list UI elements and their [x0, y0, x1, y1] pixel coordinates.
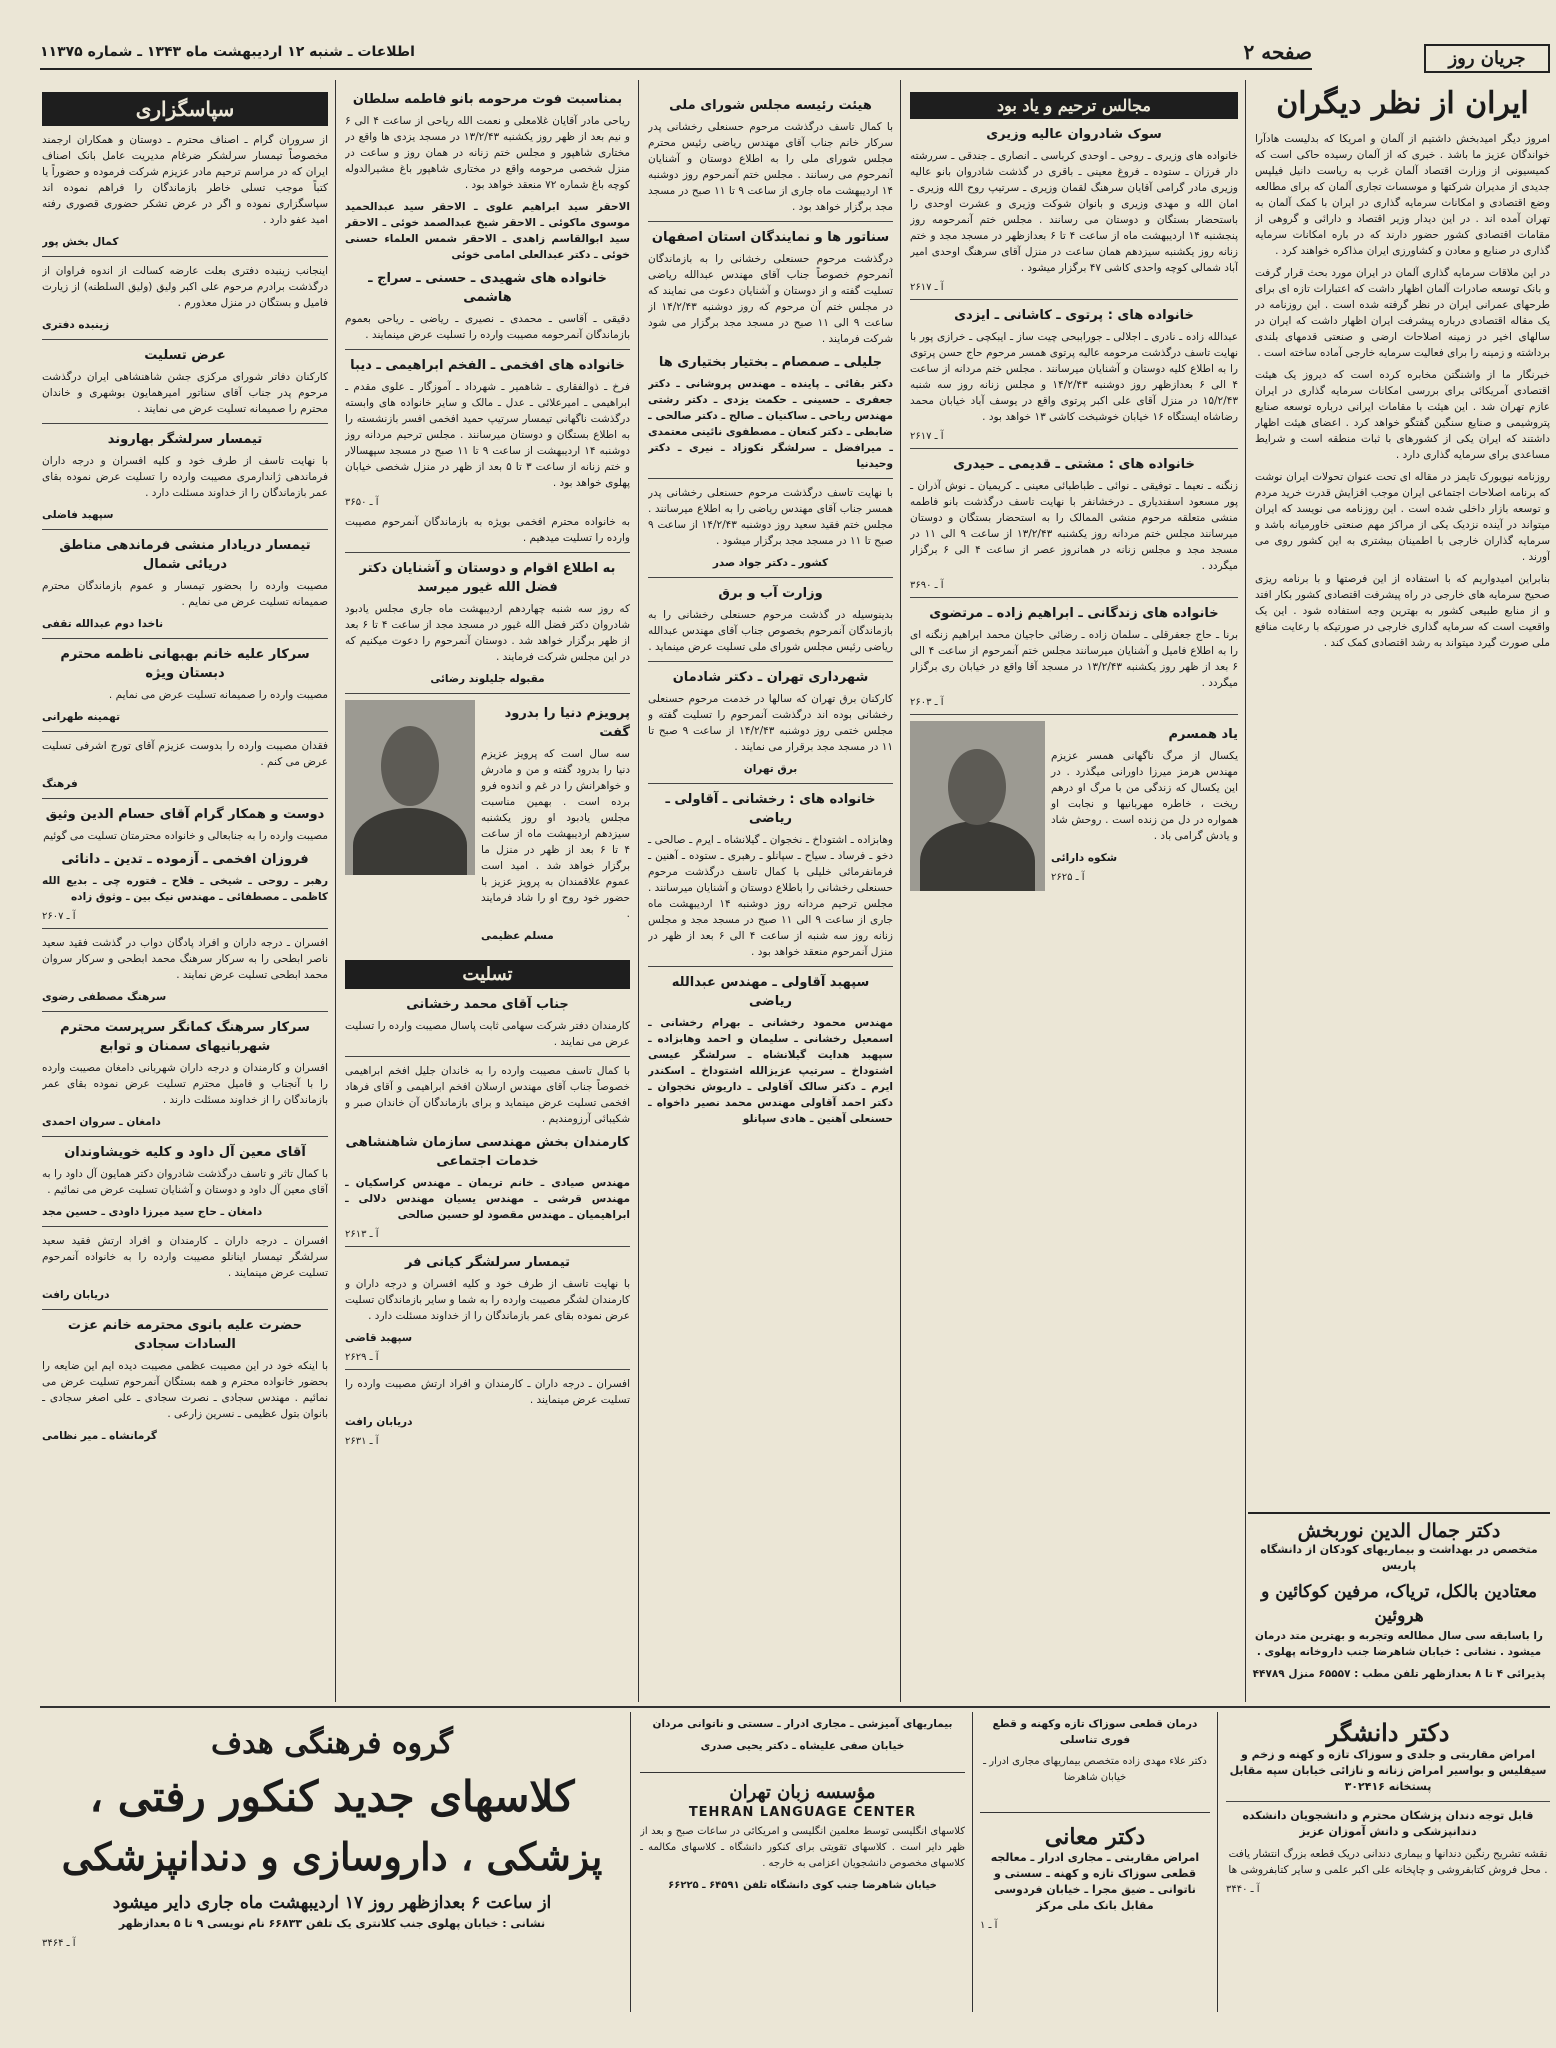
separator	[42, 423, 328, 424]
notice-ref: آ ـ ۲۶۰۳	[910, 697, 944, 708]
thanks-banner: سپاسگزاری	[42, 92, 328, 126]
notice-title: به اطلاع اقوام و دوستان و آشنایان دکتر فضل الله غیور میرسد	[359, 561, 616, 595]
notice-signature: کمال بخش پور	[42, 236, 119, 248]
editorial-paragraph: بنابراین امیدواریم که با استفاده از این فرصتها و با برنامه ریزی صحیح سرمایه های خارجی در راه پیشرفت اقتصادی کشور بکار افتد و از منابع طبیعی کشور به بهترین وجه استفاده شود . این یک واقعیت است که سرمایه گذاری خارجی در صورتیکه با رعایت منافع ملی صورت گیرد میتواند به رشد اقتصادی کمک کند .	[1255, 573, 1550, 649]
separator	[910, 448, 1238, 449]
editorial-headline: ایران از نظر دیگران	[1276, 86, 1529, 121]
separator	[910, 597, 1238, 598]
separator	[910, 299, 1238, 300]
notice-body: رهبر ـ روحی ـ شیخی ـ فلاح ـ فتوره چی ـ بدیع الله کاظمی ـ مصطفائی ـ مهندس نیک بین ـ وثوق زاده	[42, 875, 328, 903]
editorial-paragraph: در این ملاقات سرمایه گذاری آلمان در ایران مورد بحث قرار گرفت و بانک توسعه صادرات آلمان اظهار داشت که اعتبارات تازه ای برای طرحهای عمرانی ایران در نظر گرفته شده است . این روزنامه در یک مقاله اقتصادی درباره پیشرفت ایران اظهار داشت که ایران در سالهای اخیر در زمینه اصلاحات ارضی و صنعتی قدمهای بلندی برداشته و زمینه را برای فعالیت سرمایه خارجی آماده ساخته است .	[1255, 267, 1550, 359]
notice-body: دکتر بقائی ـ پاینده ـ مهندس پروشانی ـ دکتر جعفری ـ حسینی ـ حکمت یزدی ـ دکتر رشتی مهندس ریاحی ـ ساکنیان ـ صالح ـ دکتر صالحی ـ ضابطی ـ دکتر کنعان ـ مصطفوی نائینی معتمدی ـ میرافضل ـ سرلشگر نکوزاد ـ نیری ـ دکتر وحیدنیا	[648, 378, 893, 470]
notice-signature: تهمینه طهرانی	[42, 711, 121, 723]
notice-body: درگذشت مرحوم حسنعلی رخشانی را به بازماندگان آنمرحوم خصوصاً جناب آقای مهندس عبدالله ریاضی تسلیت گفته و از دوستان و آشنایان دعوت می نمایند که در مجلس ختم آن مرحوم که روز دوشنبه ۱۴/۲/۴۳ از ساعت ۹ الی ۱۱ صبح در مسجد مجد برگزار می شود شرکت فرمایند .	[648, 253, 893, 345]
separator	[42, 638, 328, 639]
separator	[648, 478, 893, 479]
photo-figure	[948, 749, 1006, 825]
notice-body: مصیبت وارده را صمیمانه تسلیت عرض می نمایم .	[108, 689, 328, 701]
notice-signature: کشور ـ دکتر جواد صدر	[712, 557, 829, 569]
notice-signature: زینبده دفتری	[42, 319, 110, 331]
ad-doctor-hours: پذیرائی ۴ تا ۸ بعدازظهر تلفن مطب : ۶۵۵۵۷ منزل ۴۴۷۸۹	[1252, 1668, 1546, 1680]
ad-doctor-name: دکتر جمال الدین نوربخش	[1297, 1520, 1501, 1542]
notice-ref: آ ـ ۲۶۲۵	[1051, 872, 1085, 883]
ad-sadri	[640, 1712, 965, 1773]
notice-body: با کمال تاسف درگذشت مرحوم حسنعلی رخشانی پدر سرکار خانم جناب آقای مهندس ریاضی رئیس محترم مجلس شورای ملی را به اطلاع دوستان و آشنایان آنمرحوم می رسانند . مجلس ختم آنمرحوم روز دوشنبه ۱۴ اردیبهشت ماه جاری از ساعت ۹ تا ۱۱ صبح در مسجد مجد برگزار خواهد بود .	[648, 121, 893, 213]
ad-dental-body: نقشه تشریح رنگین دندانها و بیماری دندانی دریک قطعه بزرگ انتشار یافت . محل فروش کتابفروشی و چاپخانه علی اکبر علمی و سایر کتابفروشی ها	[1228, 1848, 1548, 1876]
separator	[42, 339, 328, 340]
notice-body: بدینوسیله در گذشت مرحوم حسنعلی رخشانی را به بازماندگان آنمرحوم بخصوص جناب آقای مهندس عبدالله ریاضی رئیس مجلس شورای ملی تسلیت عرض مینماید .	[648, 609, 893, 653]
notice-ref: آ ـ ۲۶۳۱	[345, 1436, 379, 1447]
notice-title: حضرت علیه بانوی محترمه خانم عزت السادات سجادی	[67, 1318, 303, 1352]
ad-kankur-group: گروه فرهنگی هدف	[211, 1726, 453, 1761]
editorial-paragraph: امروز دیگر امیدبخش داشتیم از آلمان و امریکا که بدلیست هادآرا خواندگان عزیز ما باشد . خبری که از آلمان رسیده حاکی است که کمیسیونی از وزارت اقتصاد آلمان غرب به ریاست دانیل فیلپس جدیدی از مدیران شرکتها و موسسات تجاری آلمان که برای مطالعه وضع اقتصادی و امکانات سرمایه گذاری در ایران با کمک آلمان به تهران آمده اند . در این دیدار وزیر اقتصاد و دارائی و گروهی از مقامات اقتصادی کشور حضور دارند که در باره امکانات سرمایه گذاری در صنایع و معادن و کشاورزی ایران مذاکره خواهند کرد .	[1255, 133, 1550, 257]
ad-tlc-body: کلاسهای انگلیسی توسط معلمین انگلیسی و امریکائی در ساعات صبح و بعد از ظهر دایر است . کلاسهای تقویتی برای کنکور دانشگاه ـ کلاسهای مکالمه ـ کلاسهای مخصوص دانشجویان اعزامی به خارجه .	[640, 1826, 965, 1869]
notice-body: با نهایت تاسف درگذشت مرحوم حسنعلی رخشانی پدر همسر جناب آقای مهندس ریاضی را به اطلاع میرسانند . مجلس ختم فقید سعید روز دوشنبه ۱۴/۲/۴۳ از ساعت ۹ صبح تا ۱۱ در مسجد مجد برگزار میشود .	[648, 487, 893, 547]
notice-body: با نهایت تاسف از طرف خود و کلیه افسران و درجه داران فرماندهی ژاندارمری مصیبت وارده را تسلیت عرض نموده بقای عمر بازماندگان را از خداوند مسئلت دارد .	[42, 455, 328, 499]
separator	[910, 714, 1238, 715]
column-rule	[1245, 80, 1246, 1702]
notice-title: سناتور ها و نمایندگان استان اصفهان	[651, 230, 890, 245]
column-rule	[335, 80, 336, 1702]
ad-doctor-treatment: معتادین بالکل، تریاک، مرفین کوکائین و هروئین	[1261, 1582, 1537, 1626]
ad-divider	[630, 1712, 631, 2012]
ad-kankur-title: کلاسهای جدید کنکور رفتی ،	[89, 1772, 575, 1821]
notice-body: فرخ ـ ذوالفقاری ـ شاهمیر ـ شهرداد ـ آموزگار ـ علوی مقدم ـ ابراهیمی ـ امیرعلائی ـ عدل ـ مالک و سایر خانواده های وابسته درگذشت ناگهانی تیمسار سرتیپ حمید افخمی افسر بازنشسته را به اطلاع بستگان و دوستان میرسانند . مجلس ترحیم مردانه روز دوشنبه ۱۴ اردیبهشت از ساعت ۹ تا ۱۱ صبح در مسجد سپهسالار و ختم زنانه از ساعت ۳ تا ۵ بعد از ظهر در منزل شخصی خیابان پهلوی خواهد بود .	[345, 381, 630, 489]
notice-body: برنا ـ حاج جعفرقلی ـ سلمان زاده ـ رضائی حاجیان محمد ابراهیم زنگنه ای را به اطلاع فامیل و آشنایان میرسانند مجلس ختم آنمرحوم از ساعت ۴ الی ۶ بعد از ظهر روز یکشنبه ۱۳/۲/۴۳ در مسجد آقا واقع در خیابان ری برگزار میگردد .	[910, 629, 1238, 689]
notice-body: خانواده های وزیری ـ روحی ـ اوحدی کرباسی ـ انصاری ـ جندقی ـ سررشته دار فرزان ـ ستوده ـ فروغ معینی ـ باقری در گذشت شادروان بانو عالیه وزیری مادر گرامی آقایان سرهنگ لقمان وزیری ـ سرتیپ روح الله وزیری ـ امان الله و مهدی وزیری و بانوان شوکت وزیری و عشرت اوحدی را باستحضار بستگان و دوستان می رسانند . مجلس ختم آنمرحومه روز پنجشنبه ۱۴ اردیبهشت ماه از ساعت ۴ تا ۶ بعدازظهر در مسجد مجد و ختم زنانه روز یکشنبه سیزدهم همان ساعت در منزل آقای سرهنگ اوحدی امیر آباد شمالی کوچه واحدی کاشی ۴۷ برگزار میشود .	[910, 150, 1238, 274]
notice-ref: آ ـ ۳۶۵۰	[345, 497, 379, 508]
photo-figure	[920, 821, 1035, 891]
column-condolences-a	[648, 92, 893, 1697]
separator	[345, 1056, 630, 1057]
photo-figure	[353, 808, 467, 875]
ad-ghati-body: دکتر علاء مهدی زاده متخصص بیماریهای مجاری ادرار ـ خیابان شاهرضا	[983, 1756, 1207, 1783]
column-rule	[900, 80, 901, 1702]
separator	[648, 783, 893, 784]
separator	[1226, 1801, 1550, 1802]
notice-title: کارمندان بخش مهندسی سازمان شاهنشاهی خدمات اجتماعی	[345, 1135, 630, 1169]
notice-signature: سپهبد قاضی	[345, 1332, 413, 1344]
notice-title: تیمسار سرلشگر کیانی فر	[404, 1255, 571, 1270]
ad-ghati-title: درمان قطعی سوزاک تازه وکهنه و قطع فوری تناسلی	[992, 1718, 1198, 1746]
notice-title: عرض تسلیت	[144, 348, 226, 363]
separator	[648, 966, 893, 967]
notice-signature: مقبوله جلیلوند رضائی	[430, 673, 545, 685]
separator	[42, 1309, 328, 1310]
newspaper-info: اطلاعات ـ شنبه ۱۲ اردیبهشت ماه ۱۳۴۳ ـ شماره ۱۱۳۷۵	[40, 44, 415, 60]
ad-maani-ref: آ ـ ۱	[980, 1920, 998, 1931]
photo-figure	[381, 726, 439, 806]
notice-signature: سپهبد فاضلی	[42, 509, 114, 521]
notice-title: وزارت آب و برق	[718, 586, 823, 601]
ad-language-center	[640, 1778, 965, 2010]
notice-body: افسران ـ درجه داران و افراد پادگان دواب در گذشت فقید سعید ناصر ابطحی را به سرکار سرهنگ محمد ابطحی و سرکار سروان محمد ابطحی تسلیت عرض نمایند .	[42, 937, 328, 981]
notice-body: یکسال از مرگ ناگهانی همسر عزیزم مهندس هرمز میرزا داورانی میگذرد . در این یکسال که زندگی من با مرگ او درهم ریخت ، خاطره مهربانیها و نجابت او همواره در دل من زنده است . روحش شاد و یادش گرامی باد .	[1051, 750, 1238, 842]
ad-kankur-address: نشانی : خیابان پهلوی جنب کلانتری یک تلفن ۶۶۸۳۳ نام نویسی ۹ تا ۵ بعدازظهر	[118, 1917, 546, 1930]
ad-kankur-subjects: پزشکی ، داروسازی و دندانپزشکی	[61, 1834, 603, 1879]
notice-body: مصیبت وارده را به جنابعالی و خانواده محترمتان تسلیت می گوئیم	[43, 830, 328, 842]
ad-kankur-time: از ساعت ۶ بعدازظهر روز ۱۷ اردیبهشت ماه جاری دایر میشود	[112, 1893, 552, 1913]
notice-title: یاد همسرم	[1168, 727, 1238, 742]
ads-rule	[40, 1706, 1550, 1708]
ad-tlc-title: مؤسسه زبان تهران	[729, 1782, 876, 1803]
notice-ref: آ ـ ۲۶۱۳	[345, 1229, 379, 1240]
editorial-paragraph: روزنامه نیویورک تایمز در مقاله ای تحت عنوان تحولات ایران نوشت که برنامه اصلاحات اجتماعی ایران موجب افزایش قدرت خرید مردم و توسعه بازار داخلی شده است . این روزنامه می نویسد که ایران میتواند در آینده نزدیک یکی از مراکز مهم صنعتی خاورمیانه باشد و سرمایه گذاران خارجی با اطمینان بیشتری به این کشور روی می آورند .	[1255, 471, 1550, 563]
separator	[345, 1369, 630, 1370]
separator	[42, 928, 328, 929]
portrait-photo	[345, 700, 475, 875]
editorial-paragraph: خبرنگار ما از واشنگتن مخابره کرده است که دیروز یک هیئت اقتصادی آمریکائی برای بررسی امکانات سرمایه گذاری در ایران عازم تهران شد . این هیئت با مقامات ایرانی درباره توسعه صنایع پتروشیمی و صنایع سنگین گفتگو خواهد کرد . اعضای هیئت اظهار داشتند که ایران یکی از کشورهای با ثبات منطقه است و شرایط مساعدی برای سرمایه گذاری دارد .	[1255, 369, 1550, 461]
ad-maani	[980, 1818, 1210, 2010]
notice-title: تیمسار سرلشگر بهاروند	[107, 432, 263, 447]
notice-body: فقدان مصیبت وارده را بدوست عزیزم آقای تورج اشرفی تسلیت عرض می کنم .	[42, 740, 328, 768]
notice-body: افسران و کارمندان و درجه داران شهربانی دامغان مصیبت وارده را با آنجناب و فامیل محترم تسلیت عرض نموده بقای عمر بازماندگان را از خداوند مسئلت دارند .	[42, 1062, 328, 1106]
ad-dental-title: قابل توجه دندان پزشکان محترم و دانشجویان دانشکده دندانپزشکی و دانش آموزان عزیز	[1242, 1809, 1534, 1838]
notice-body: وهابزاده ـ اشتوداخ ـ نخجوان ـ گیلانشاه ـ ایرم ـ صالحی ـ دخو ـ فرساد ـ سیاح ـ سپانلو ـ رهبری ـ ستوده ـ آهنین ـ فرمانفرمائی خلیلی با کمال تاسف درگذشت مرحوم حسنعلی رخشانی را باطلاع دوستان و آشنایان میرسانند . مجلس ترحیم مردانه روز دوشنبه ۱۴ اردیبهشت ماه جاری از ساعت ۹ الی ۱۱ صبح در مسجد مجد و مجلس زنانه روز سه شنبه از ساعت ۴ الی ۶ بعد از ظهر در منزل آنمرحوم منعقد خواهد بود .	[648, 834, 893, 958]
ad-sadri-address: خیابان صفی علیشاه ـ دکتر یحیی صدری	[700, 1740, 905, 1752]
notice-title: فروزان افخمی ـ آزموده ـ تدین ـ دانائی	[61, 852, 309, 867]
ad-ghati	[980, 1712, 1210, 1813]
notice-body: با کمال تاسف مصیبت وارده را به خاندان جلیل افخم ابراهیمی خصوصاً جناب آقای مهندس ارسلان افخم ابراهیمی و آقای فرهاد افخمی تسلیت عرض مینماید و برای بازماندگان آن خاندان صبر و شکیبائی آرزومندیم .	[345, 1065, 630, 1125]
ad-doctor-specialty: متخصص در بهداشت و بیماریهای کودکان از دانشگاه پاریس	[1260, 1543, 1538, 1572]
column-rule	[638, 80, 639, 1702]
notice-title: تیمسار دریادار منشی فرماندهی مناطق دریائی شمال	[59, 538, 311, 572]
separator	[42, 1136, 328, 1137]
ad-daneshgar-title: دکتر دانشگر	[1326, 1718, 1450, 1747]
notice-signature: دامغان ـ سروان احمدی	[42, 1116, 161, 1128]
page-header	[40, 40, 1312, 70]
notice-signature: گرمانشاه ـ میر نظامی	[42, 1430, 157, 1442]
separator	[648, 577, 893, 578]
column-editorial	[1255, 44, 1550, 1694]
notice-signature: دامغان ـ حاج سید میرزا داودی ـ حسین مجد	[42, 1206, 263, 1218]
ad-sadri-title: بیماریهای آمیزشی ـ مجاری ادرار ـ سستی و ناتوانی مردان	[652, 1718, 953, 1730]
notice-body: افسران ـ درجه داران ـ کارمندان و افراد ارتش فقید سعید سرلشگر تیمسار اینانلو مصیبت وارده را به خانواده آنمرحوم تسلیت عرض مینمایند .	[42, 1235, 328, 1279]
separator	[42, 256, 328, 257]
ad-daneshgar-body: امراض مقاربتی و جلدی و سوزاک تازه و کهنه و زخم و سیفلیس و بواسیر امراض زنانه و نازائی خیابان سپه مقابل پستخانه ۳۰۲۴۱۶	[1229, 1748, 1547, 1793]
notice-body: عبدالله زاده ـ نادری ـ اجلالی ـ جوراببحی چیت ساز ـ ایبکچی ـ خرازی پور با نهایت تاسف درگذشت مرحومه عالیه پرتوی همسر مرحوم حاج حسن پرتوی را به اطلاع کلیه دوستان و آشنایان میرسانند . مجلس ختم مردانه از ساعت ۴ الی ۶ بعدازظهر روز دوشنبه ۱۴/۲/۴۳ و مجلس زنانه روز سه شنبه ۱۵/۲/۴۳ در منزل آقای علی اکبر پرتوی واقع در یوسف آباد خیابان محمد رضاشاه ایستگاه ۱۶ خیابان خوشبخت کاشی ۱۳ خواهد بود .	[910, 331, 1238, 423]
notice-title: بمناسبت فوت مرحومه بانو فاطمه سلطان	[352, 92, 623, 107]
ad-kankur	[42, 1714, 622, 2014]
notice-title: سرکار علیه خانم بهبهانی ناظمه محترم دبستان ویژه	[60, 647, 310, 681]
notice-title: جناب آقای محمد رخشانی	[406, 997, 569, 1012]
ad-maani-title: دکتر معانی	[1044, 1824, 1146, 1850]
notice-body: کارمندان دفتر شرکت سهامی ثابت پاسال مصیبت وارده را تسلیت عرض می نمایند .	[345, 1020, 630, 1048]
notice-ref: آ ـ ۲۶۲۹	[345, 1352, 379, 1363]
notice-body: مهندس صیادی ـ خانم تریمان ـ مهندس کراسکیان ـ مهندس قرشی ـ مهندس یسیان مهندس دلالی ـ ابراهیمیان ـ مهندس مقصود لو حسین صالحی	[345, 1177, 630, 1221]
notice-title: هیئت رئیسه مجلس شورای ملی	[669, 98, 872, 113]
notice-body: به خانواده محترم افخمی بویژه به بازماندگان آنمرحوم مصیبت وارده را تسلیت میدهیم .	[345, 516, 630, 544]
memorials-banner: مجالس ترحیم و یاد بود	[910, 92, 1238, 119]
ad-divider	[1217, 1712, 1218, 2012]
notice-signature: برق تهران	[743, 763, 798, 775]
notice-title: خانواده های شهیدی ـ حسنی ـ سراج ـ هاشمی	[368, 271, 607, 305]
column-condolences-b	[345, 86, 630, 1698]
condolence-banner: تسلیت	[345, 960, 630, 989]
notice-body: سه سال است که پرویز عزیزم دنیا را بدرود گفته و من و مادرش و خواهرانش را در غم و اندوه فرو برده است . بهمین مناسبت مجلس یادبود او روز یکشنبه سیزدهم اردیبهشت ماه از ساعت ۴ تا ۶ بعد از ظهر در منزل ما برگزار خواهد شد . امید است عموم علاقمندان به پرویز عزیز با حضور خود روح او را شاد فرمایند .	[481, 748, 630, 920]
notice-title: خانواده های افخمی ـ الفخم ابراهیمی ـ دیبا	[350, 358, 625, 373]
notice-ref: آ ـ ۲۶۱۷	[910, 282, 944, 293]
notice-signature: دریابان رافت	[345, 1416, 413, 1428]
notice-body: دقیقی ـ آقاسی ـ محمدی ـ نصیری ـ ریاضی ـ ریاحی بعموم بازماندگان آنمرحومه مصیبت وارده را تسلیت عرض مینمایند .	[345, 313, 630, 341]
ad-kankur-ref: آ ـ ۳۴۶۴	[42, 1938, 76, 1949]
notice-title: خانواده های زندگانی ـ ابراهیم زاده ـ مرتضوی	[929, 606, 1219, 621]
separator	[42, 1011, 328, 1012]
notice-body: ریاحی مادر آقایان غلامعلی و نعمت الله ریاحی از ساعت ۴ الی ۶ و نیم بعد از ظهر روز یکشنبه ۱۳/۲/۴۳ در مسجد یزدی ها واقع در مختاری شاهپور و مجلس ختم زنانه در همان روز و ساعت در منزل شخصی مرحومه واقع در مختاری شاهپور باغ مشیرالدوله کوچه باغ شماره ۷۲ منعقد خواهد بود .	[345, 115, 630, 191]
column-thanks	[42, 92, 328, 1697]
separator	[42, 798, 328, 799]
notice-body: از سروران گرام ـ اصناف محترم ـ دوستان و همکاران ارجمند مخصوصاً تیمسار سرلشکر ضرغام مدیریت عامل بانک اصناف ایران که در مراسم ترحیم مادر عزیزم شرکت فرموده و حضوراً یا کتباً موجب تسلی خاطر بازماندگان را فراهم نموده اند سپاسگزاری نموده و اگر در عرض تشکر حضوری قصوری رفته امید عفو دارد .	[42, 134, 328, 226]
separator	[648, 661, 893, 662]
notice-title: جلیلی ـ صمصام ـ بختیار بختیاری ها	[658, 355, 883, 370]
separator	[42, 1226, 328, 1227]
notice-title: آقای معین آل داود و کلیه خویشاوندان	[64, 1145, 306, 1160]
notice-signature: دریابان رافت	[42, 1289, 110, 1301]
notice-ref: آ ـ ۲۶۱۷	[910, 431, 944, 442]
notice-body: افسران ـ درجه داران ـ کارمندان و افراد ارتش مصیبت وارده را تسلیت عرض مینمایند .	[345, 1378, 630, 1406]
ad-tlc-address: خیابان شاهرضا جنب کوی دانشگاه تلفن ۶۴۵۹۱ ـ ۶۶۲۲۵	[668, 1880, 937, 1891]
notice-title: سرکار سرهنگ کمانگر سرپرست محترم شهربانیهای سمنان و توابع	[60, 1020, 310, 1054]
notice-body: که روز سه شنبه چهاردهم اردیبهشت ماه جاری مجلس یادبود شادروان دکتر فضل الله غیور در مسجد مجد از ساعت ۴ تا ۶ بعد از ظهر برگزار خواهد شد . دوستان آنمرحوم را دعوت میکنیم که در این مجلس شرکت فرمایند .	[345, 603, 630, 663]
notice-signature: فرهنگ	[42, 778, 78, 790]
notice-title: خانواده های : مشتی ـ قدیمی ـ حیدری	[953, 457, 1195, 472]
notice-signature: سرهنگ مصطفی رضوی	[42, 991, 167, 1003]
ad-doctor-body: را باسابقه سی سال مطالعه وتجربه و بهترین متد درمان میشود . نشانی : خیابان شاهرضا جنب داروخانه پهلوی .	[1255, 1630, 1543, 1658]
notice-body: الاحقر سید ابراهیم علوی ـ الاحقر سید عبدالحمید موسوی ماکوئی ـ الاحقر شیخ عبدالصمد خوئی ـ الاحقر سید ابوالقاسم زاهدی ـ الاحقر شمس العلماء حسنی خوئی ـ دکتر عبدالعلی امامی خوئی	[345, 201, 630, 261]
notice-body: کارکنان دفاتر شورای مرکزی جشن شاهنشاهی ایران درگذشت مرحوم پدر جناب آقای سناتور امیرهمایون بوشهری و خاندان محترم را صمیمانه تسلیت عرض می نمایند .	[42, 371, 328, 415]
notice-body: مهندس محمود رخشانی ـ بهرام رخشانی ـ اسمعیل رخشانی ـ سلیمان و احمد وهابزاده ـ سپهبد هدایت گیلانشاه ـ سرلشگر عیسی اشتوداخ ـ سرتیپ عزیزالله اشتوداخ ـ اسکندر ایرم ـ دکتر سالک آقاولی ـ داریوش نخجوان ـ دکتر احمد آقاولی مهندس محمد نصیر داخواه ـ حسنعلی آهنین ـ هادی سپانلو	[648, 1017, 893, 1125]
ad-divider	[972, 1712, 973, 2012]
ad-doctor-nourbakhsh	[1248, 1512, 1550, 1704]
notice-title: خانواده های : پرتوی ـ کاشانی ـ ایزدی	[954, 308, 1194, 323]
notice-body: کارکنان برق تهران که سالها در خدمت مرحوم حسنعلی رخشانی بوده اند درگذشت آنمرحوم را تسلیت گفته و مجلس ختمی روز دوشنبه ۱۴/۲/۴۳ از ساعت ۹ صبح تا ۱۱ در مسجد مجد برقرار می نمایند .	[648, 693, 893, 753]
notice-title: شهرداری تهران ـ دکتر شادمان	[672, 670, 869, 685]
section-badge: جریان روز	[1424, 44, 1550, 73]
column-memorials	[910, 92, 1238, 1697]
notice-body: اینجانب زینبده دفتری بعلت عارضه کسالت از اندوه فراوان از درگذشت برادرم مرحوم علی اکبر ولیق (ولیق السلطنه) از زیارت فامیل و بستگان در منزل معذورم .	[42, 265, 328, 309]
notice-body: مصیبت وارده را بحضور تیمسار و عموم بازماندگان محترم صمیمانه تسلیت عرض می نمایم .	[42, 580, 328, 608]
separator	[42, 529, 328, 530]
separator	[345, 349, 630, 350]
separator	[345, 552, 630, 553]
notice-title: سوک شادروان عالیه وزیری	[986, 127, 1162, 142]
notice-body: با کمال تاثر و تاسف درگذشت شادروان دکتر همایون آل داود را به آقای معین آل داود و دوستان و آشنایان تسلیت عرض می نمائیم .	[42, 1168, 328, 1196]
notice-body: زنگنه ـ نعیما ـ توفیقی ـ نوائی ـ طباطبائی معینی ـ کریمیان ـ نوش آذران ـ پور مسعود اسفندیاری ـ درخشانفر با نهایت تاسف درگذشت بانو فاطمه منشی متعلقه مرحوم منشی الممالک را به استحضار بستگان و دوستان میرسانند مجلس ختم مردانه روز یکشنبه ۱۳/۲/۴۳ از ساعت ۹ الی ۱۱ در مسجد مجد و مجلس زنانه در همانروز عصر از ساعت ۴ الی ۶ برگزار میگردد .	[910, 480, 1238, 572]
notice-body: با اینکه خود در این مصیبت عظمی مصیبت دیده ایم این ضایعه را بحضور خانواده محترم و همه بستگان آنمرحوم تسلیت عرض می نمائیم . مهندس سجادی ـ نصرت سجادی ـ علی اصغر سجادی ـ بانوان بتول عظیمی ـ نسرین زارعی .	[42, 1360, 328, 1420]
separator	[345, 693, 630, 694]
ad-tlc-english-title: TEHRAN LANGUAGE CENTER	[688, 1805, 917, 1820]
notice-signature: مسلم عظیمی	[481, 930, 554, 942]
ad-maani-body: امراض مقاربتی ـ مجاری ادرار ـ معالجه قطعی سوزاک تازه و کهنه ـ سستی و ناتوانی ـ ضیق مجرا ـ خیابان فردوسی مقابل بانک ملی مرکز	[990, 1851, 1200, 1912]
notice-ref: آ ـ ۳۶۹۰	[910, 580, 944, 591]
page-number: صفحه ۲	[1243, 40, 1312, 64]
ad-daneshgar-ref: آ ـ ۳۴۴۰	[1226, 1884, 1260, 1895]
notice-signature: شکوه دارائی	[1051, 852, 1118, 864]
notice-signature: ناخدا دوم عبدالله تقفی	[42, 618, 164, 630]
notice-ref: آ ـ ۲۶۰۷	[42, 911, 76, 922]
ad-daneshgar	[1226, 1712, 1550, 2012]
notice-title: دوست و همکار گرام آقای حسام الدین وثیق	[45, 807, 325, 822]
notice-title: سپهبد آقاولی ـ مهندس عبدالله ریاضی	[671, 975, 870, 1009]
notice-title: خانواده های : رخشانی ـ آقاولی ـ ریاضی	[665, 792, 876, 826]
separator	[648, 221, 893, 222]
separator	[42, 731, 328, 732]
separator	[345, 1246, 630, 1247]
notice-title: پرویزم دنیا را بدرود گفت	[504, 706, 630, 740]
notice-body: با نهایت تاسف از طرف خود و کلیه افسران و درجه داران و کارمندان لشگر مصیبت وارده را به شما و سایر بازماندگان تسلیت عرض نموده بقای عمر بازماندگان را از خداوند مسئلت دارد .	[345, 1278, 630, 1322]
portrait-photo	[910, 721, 1045, 891]
